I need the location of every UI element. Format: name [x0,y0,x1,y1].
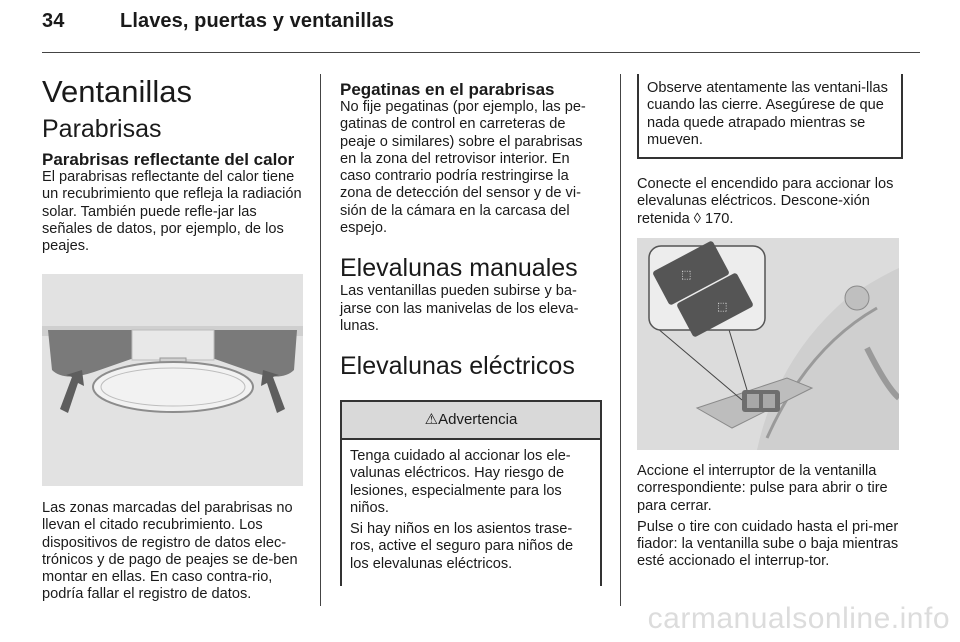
warning-paragraph: Si hay niños en los asientos trase-ros, active el seguro para niños de los elevalunas eléctricos. [350,521,574,572]
header-rule [42,52,920,53]
column-divider-1 [320,74,321,606]
window-switch-illustration [637,238,899,450]
warning-body [342,440,600,581]
warning-header [342,400,600,440]
page-header [42,10,394,33]
topic-title: Pegatinas en el parabrisas [340,80,555,99]
notice-box [637,74,903,159]
notice-text: Observe atentamente las ventani-llas cuando las cierre. Asegúrese de que nada quede atrapado mientras se mueven. [647,80,888,148]
window-switch-figure [637,238,899,450]
warning-icon: ⚠ [424,411,439,428]
warning-title: Advertencia [438,411,518,428]
subsection-title: Elevalunas eléctricos [340,352,575,381]
paragraph: El parabrisas reflectante del calor tiene un recubrimiento que refleja la radiación solar. También puede refle-jar las señales de datos, por ejemplo, de los peajes. [42,169,302,255]
svg-text:⬚: ⬚ [717,300,728,313]
column-2 [340,80,602,381]
topic-title: Parabrisas reflectante del calor [42,150,295,169]
paragraph: Conecte el encendido para accionar los elevalunas eléctricos. Descone-xión retenida ◊ 170. [637,176,894,227]
paragraph: No fije pegatinas (por ejemplo, las pe-gatinas de control en carreteras de peaje o similares) sobre el parabrisas en la zona del retrovisor interior. En caso contrario podría restringirse la zona de detección del sensor y de vi-sión de la cámara en la carcasa del espejo. [340,99,586,237]
section-title: Ventanillas [42,74,192,109]
column-3-lower [637,463,899,575]
warning-paragraph: Tenga cuidado al accionar los ele-valunas eléctricos. Hay riesgo de lesiones, especialmente para los niños. [350,448,571,516]
column-3 [637,176,899,232]
subsection-title: Elevalunas manuales [340,254,578,283]
watermark: carmanualsonline.info [647,602,950,635]
column-1 [42,74,304,259]
chapter-title: Llaves, puertas y ventanillas [120,10,395,32]
subsection-title: Parabrisas [42,115,162,143]
paragraph: Pulse o tire con cuidado hasta el pri-mer fiador: la ventanilla sube o baja mientras esté accionado el interrup-tor. [637,518,899,570]
windshield-mirror-figure [42,274,303,486]
svg-text:⬚: ⬚ [681,268,692,281]
paragraph: Accione el interruptor de la ventanilla correspondiente: pulse para abrir o tire para cerrar. [637,463,888,514]
page-number: 34 [42,10,65,32]
column-divider-2 [620,74,621,606]
warning-box [340,400,602,586]
column-1-lower [42,500,304,608]
paragraph: Las ventanillas pueden subirse y ba-jarse con las manivelas de los eleva-lunas. [340,283,579,334]
windshield-mirror-illustration [42,274,303,486]
paragraph: Las zonas marcadas del parabrisas no llevan el citado recubrimiento. Los dispositivos de registro de datos elec-trónicos y de pago de peajes se de-ben montar en ellas. En caso contra-rio, podría fallar el registro de datos. [42,500,298,603]
